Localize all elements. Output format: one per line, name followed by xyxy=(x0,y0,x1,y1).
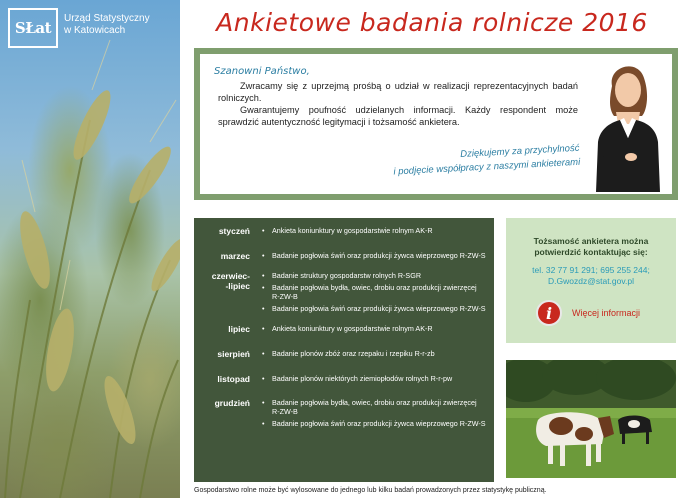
more-info-label[interactable]: Więcej informacji xyxy=(572,308,641,318)
survey-item: • Badanie struktury gospodarstw rolnych R-SGR xyxy=(260,271,486,280)
gus-logo: SŁat xyxy=(8,8,58,48)
month-label: styczeń xyxy=(218,226,250,236)
survey-item: • Ankieta koniunktury w gospodarstwie rolnym AK-R xyxy=(260,226,486,235)
org-line-1: Urząd Statystyczny xyxy=(64,13,150,24)
survey-item: • Badanie plonów zbóż oraz rzepaku i rzepiku R-r-zb xyxy=(260,349,486,358)
calendar-row xyxy=(202,324,486,336)
contact-title xyxy=(506,236,676,258)
letter-thanks xyxy=(339,142,580,183)
calendar-row xyxy=(202,226,486,238)
calendar-row xyxy=(202,251,486,263)
more-info-link[interactable] xyxy=(536,300,640,326)
calendar-row xyxy=(202,398,486,431)
month-label: listopad xyxy=(217,374,250,384)
calendar-row xyxy=(202,271,486,316)
contact-title-line-1: Tożsamość ankietera można xyxy=(533,236,649,246)
calendar-row xyxy=(202,374,486,386)
letter-paragraph-2: Gwarantujemy poufność udzielanych informacji. Każdy respondent może sprawdzić autentyczność legitymacji i tożsamość ankietera. xyxy=(218,105,578,127)
letter-paragraph-1: Zwracamy się z uprzejmą prośbą o udział w realizacji reprezentacyjnych badań rolniczych. xyxy=(218,81,578,103)
letter-body xyxy=(218,80,578,128)
wheat-illustration xyxy=(0,0,180,498)
month-label: grudzień xyxy=(214,398,250,408)
wheat-photo xyxy=(0,0,180,498)
calendar-row xyxy=(202,349,486,361)
contact-details xyxy=(506,265,676,287)
contact-box xyxy=(506,218,676,343)
survey-item: • Badanie pogłowia świń oraz produkcji żywca wieprzowego R-ZW-S xyxy=(260,304,486,313)
letter-greeting: Szanowni Państwo, xyxy=(214,66,310,77)
survey-calendar xyxy=(194,218,494,482)
survey-item: • Badanie pogłowia świń oraz produkcji żywca wieprzowego R-ZW-S xyxy=(260,419,486,428)
page-title: Ankietowe badania rolnicze 2016 xyxy=(216,8,648,37)
contact-phone[interactable]: tel. 32 77 91 291; 695 255 244; xyxy=(532,265,650,275)
letter-panel xyxy=(194,48,678,200)
month-label: czerwiec- -lipiec xyxy=(211,271,250,291)
thanks-line-1: Dziękujemy za przychylność xyxy=(459,142,580,160)
contact-email-link[interactable]: D.Gwozdz@stat.gov.pl xyxy=(548,276,634,286)
survey-item: • Badanie pogłowia świń oraz produkcji żywca wieprzowego R-ZW-S xyxy=(260,251,486,260)
month-label: lipiec xyxy=(228,324,250,334)
survey-item: • Ankieta koniunktury w gospodarstwie rolnym AK-R xyxy=(260,324,486,333)
survey-item: • Badanie pogłowia bydła, owiec, drobiu oraz produkcji zwierzęcej R-ZW-B xyxy=(260,398,486,416)
info-icon[interactable]: i xyxy=(536,300,562,326)
footer-note: Gospodarstwo rolne może być wylosowane do jednego lub kilku badań prowadzonych przez statystykę publiczną. xyxy=(194,487,547,494)
month-label: marzec xyxy=(220,251,250,261)
survey-item: • Badanie pogłowia bydła, owiec, drobiu oraz produkcji zwierzęcej R-ZW-B xyxy=(260,283,486,301)
letter-inner xyxy=(200,54,672,194)
month-label: sierpień xyxy=(217,349,250,359)
cows-illustration xyxy=(506,360,676,478)
org-line-2: w Katowicach xyxy=(64,25,126,36)
cows-photo xyxy=(506,360,676,478)
survey-item: • Badanie plonów niektórych ziemiopłodów rolnych R-r-pw xyxy=(260,374,486,383)
contact-title-line-2: potwierdzić kontaktując się: xyxy=(534,247,648,257)
organization-name xyxy=(64,13,150,37)
surveyor-woman-image xyxy=(588,56,666,192)
thanks-line-2: i podjęcie współpracy z naszymi ankieterami xyxy=(393,156,581,178)
